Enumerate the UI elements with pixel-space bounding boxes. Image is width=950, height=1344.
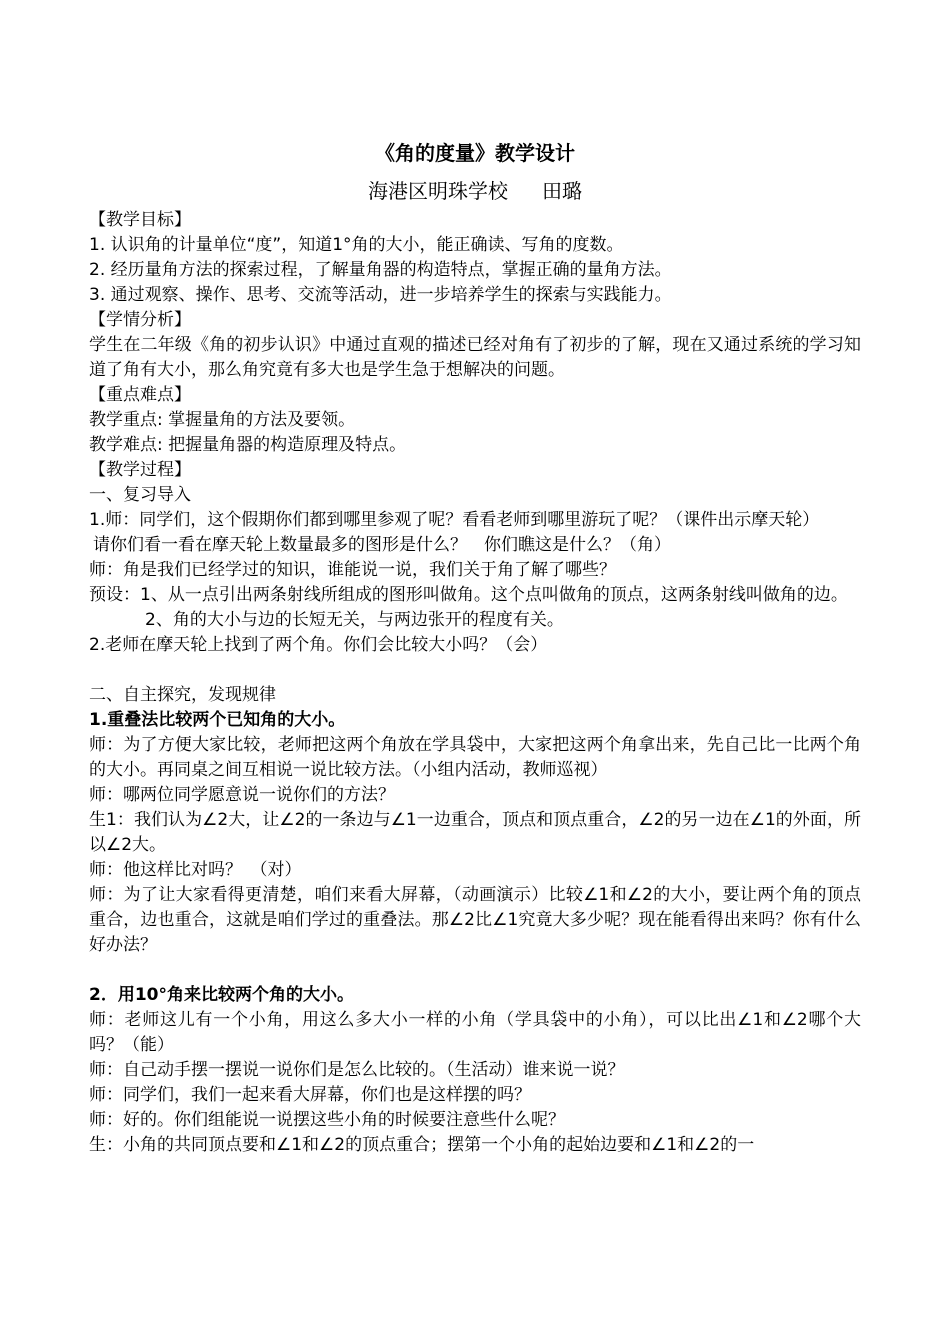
paragraph: 【重点难点】	[89, 385, 191, 405]
paragraph: 一、复习导入	[89, 485, 191, 505]
paragraph: 师：好的。你们组能说一说摆这些小角的时候要注意些什么呢？	[89, 1110, 565, 1130]
paragraph: 2.老师在摩天轮上找到了两个角。你们会比较大小吗？（会）	[89, 635, 548, 655]
author-school: 海港区明珠学校	[368, 179, 508, 203]
paragraph: 3. 通过观察、操作、思考、交流等活动，进一步培养学生的探索与实践能力。	[89, 285, 672, 305]
paragraph: 师：角是我们已经学过的知识，谁能说一说，我们关于角了解了哪些？	[89, 560, 616, 580]
paragraph: 师：为了让大家看得更清楚，咱们来看大屏幕，（动画演示）比较∠1和∠2的大小，要让两个角的顶点重合，边也重合，这就是咱们学过的重叠法。那∠2比∠1究竟大多少呢？现在能看得出来吗？你有什么好办法？	[89, 885, 861, 955]
paragraph: 【教学目标】	[89, 210, 191, 230]
paragraph: 师：为了方便大家比较，老师把这两个角放在学具袋中，大家把这两个角拿出来，先自己比一比两个角的大小。再同桌之间互相说一说比较方法。（小组内活动，教师巡视）	[89, 735, 861, 780]
paragraph: 生：小角的共同顶点要和∠1和∠2的顶点重合；摆第一个小角的起始边要和∠1和∠2的一	[89, 1135, 755, 1155]
paragraph: 2、角的大小与边的长短无关，与两边张开的程度有关。	[145, 610, 564, 630]
paragraph-list	[89, 208, 861, 1158]
document-body	[89, 138, 861, 1158]
paragraph: 2．用10°角来比较两个角的大小。	[89, 985, 354, 1005]
author-line	[89, 176, 861, 206]
paragraph: 预设：1、从一点引出两条射线所组成的图形叫做角。这个点叫做角的顶点，这两条射线叫做角的边。	[89, 585, 848, 605]
paragraph: 教学难点: 把握量角器的构造原理及特点。	[89, 435, 407, 455]
document-title: 《角的度量》教学设计	[375, 141, 575, 165]
paragraph: 生1：我们认为∠2大，让∠2的一条边与∠1一边重合，顶点和顶点重合，∠2的另一边在∠1的外面，所以∠2大。	[89, 810, 861, 855]
paragraph: 【学情分析】	[89, 310, 191, 330]
paragraph: 师：自己动手摆一摆说一说你们是怎么比较的。（生活动）谁来说一说？	[89, 1060, 625, 1080]
paragraph: 1. 认识角的计量单位“度”，知道1°角的大小，能正确读、写角的度数。	[89, 235, 624, 255]
author-name: 田璐	[542, 179, 582, 203]
paragraph: 师：同学们，我们一起来看大屏幕，你们也是这样摆的吗？	[89, 1085, 531, 1105]
paragraph: 师：哪两位同学愿意说一说你们的方法？	[89, 785, 395, 805]
paragraph: 师：他这样比对吗？ （对）	[89, 860, 302, 880]
blank-line	[89, 658, 861, 683]
blank-line	[89, 958, 861, 983]
paragraph: 学生在二年级《角的初步认识》中通过直观的描述已经对角有了初步的了解，现在又通过系统的学习知道了角有大小，那么角究竟有多大也是学生急于想解决的问题。	[89, 335, 861, 380]
paragraph: 师：老师这儿有一个小角，用这么多大小一样的小角（学具袋中的小角），可以比出∠1和∠2哪个大吗？（能）	[89, 1010, 861, 1055]
paragraph: 二、自主探究，发现规律	[89, 685, 276, 705]
paragraph: 【教学过程】	[89, 460, 191, 480]
paragraph: 1.师：同学们，这个假期你们都到哪里参观了呢？看看老师到哪里游玩了呢？（课件出示摩天轮）	[89, 510, 820, 530]
paragraph: 请你们看一看在摩天轮上数量最多的图形是什么？ 你们瞧这是什么？（角）	[93, 535, 671, 555]
paragraph: 1.重叠法比较两个已知角的大小。	[89, 710, 346, 730]
paragraph: 教学重点: 掌握量角的方法及要领。	[89, 410, 356, 430]
paragraph: 2. 经历量角方法的探索过程，了解量角器的构造特点，掌握正确的量角方法。	[89, 260, 672, 280]
